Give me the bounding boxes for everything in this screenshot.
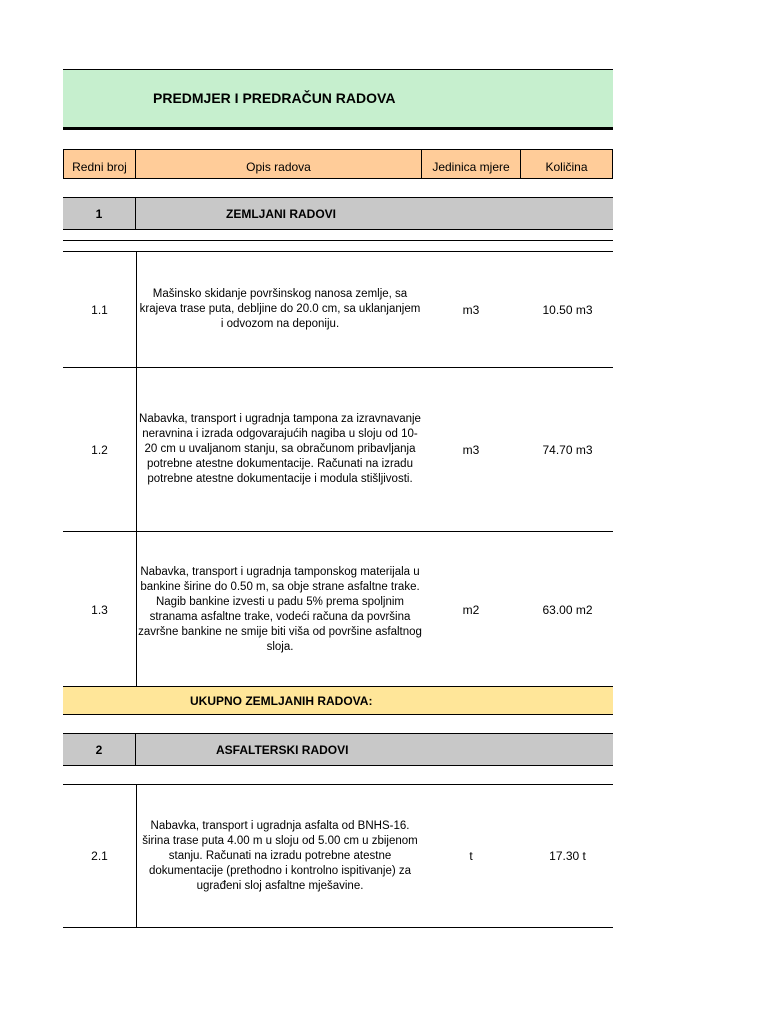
section-title: ASFALTERSKI RADOVI: [216, 742, 349, 757]
item-unit: m2: [462, 602, 480, 617]
item-unit: m3: [462, 442, 480, 457]
divider-line: [63, 240, 613, 241]
item-description: Nabavka, transport i ugradnja tamponskog materijala u bankine širine do 0.50 m, sa obje strane asfaltne trake. Nagib bankine izvesti u padu 5% prema spoljnim stranama asfaltne trake, vodeći računa da površina završne bankine ne smije biti viša od površine asfaltnog sloja.: [138, 565, 422, 653]
header-kolicina: Količina: [520, 149, 613, 179]
table-row: [63, 531, 613, 687]
item-description: Nabavka, transport i ugradnja tampona za izravnavanje neravnina i izrada odgovarajućih nagiba u sloju od 10-20 cm u uvaljanom stanju, sa obračunom pribavljanja potrebne atestne dokumentacije. Računati na izradu potrebne atestne dokumentacije i modula stišljivosti.: [139, 413, 421, 485]
total-row-zemljani: [63, 686, 613, 715]
header-jedinica-mjere: Jedinica mjere: [421, 149, 521, 179]
item-unit: m3: [462, 302, 480, 317]
header-opis-radova: Opis radova: [135, 149, 422, 179]
item-quantity: 63.00 m2: [542, 602, 593, 617]
table-row: [63, 367, 613, 532]
item-number: 1.3: [63, 532, 137, 687]
section-number: 1: [63, 198, 136, 229]
section-title: ZEMLJANI RADOVI: [226, 206, 337, 221]
section-row-zemljani: [63, 197, 613, 230]
item-number: 1.2: [63, 368, 137, 531]
item-quantity: 74.70 m3: [542, 442, 593, 457]
item-description: Nabavka, transport i ugradnja asfalta od BNHS-16. širina trase puta 4.00 m u sloju od 5.00 cm u zbijenom stanju. Računati na izradu potrebne atestne dokumentacije (prethodno i kontrolno ispitivanje) za ugrađeni sloj asfaltne mješavine.: [142, 819, 418, 892]
item-quantity: 17.30 t: [549, 849, 586, 863]
section-row-asfalterski: [63, 733, 613, 766]
item-number: 2.1: [63, 785, 137, 927]
table-row: [63, 251, 613, 368]
item-quantity: 10.50 m3: [542, 302, 593, 317]
item-number: 1.1: [63, 252, 137, 367]
table-row: [63, 784, 613, 928]
title-banner: [63, 69, 613, 130]
section-number: 2: [63, 734, 136, 765]
header-redni-broj: Redni broj: [63, 149, 136, 179]
item-unit: t: [469, 849, 473, 863]
item-description: Mašinsko skidanje površinskog nanosa zemlje, sa krajeva trase puta, debljine do 20.0 cm, sa uklanjanjem i odvozom na deponiju.: [139, 288, 421, 330]
total-label: UKUPNO ZEMLJANIH RADOVA:: [190, 693, 373, 708]
document-title: PREDMJER I PREDRAČUN RADOVA: [153, 90, 396, 106]
